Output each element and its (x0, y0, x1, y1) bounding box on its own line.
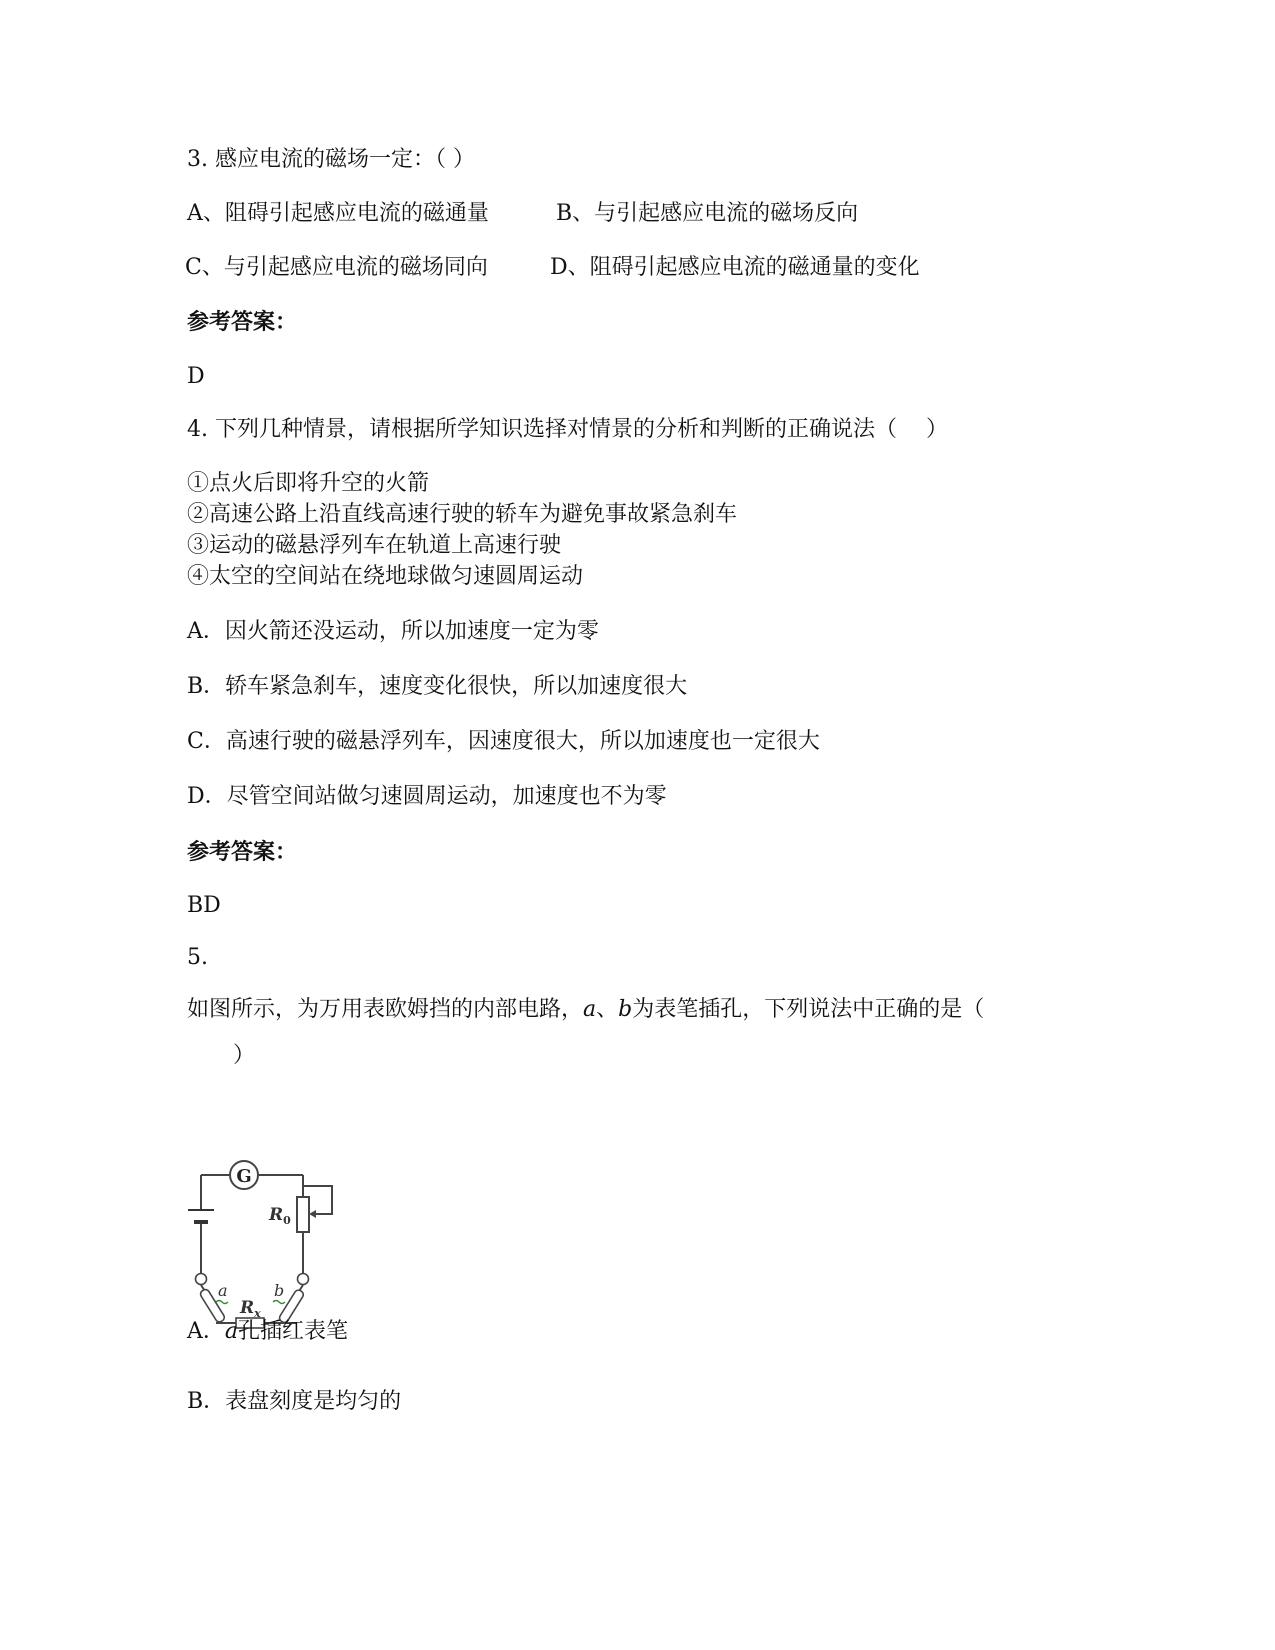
rheostat-arrow-icon (309, 1210, 316, 1218)
rx-letter: R (240, 1298, 255, 1318)
q4-option-a: A．因火箭还没运动，所以加速度一定为零 (187, 619, 599, 644)
q5-number: 5. (187, 945, 208, 970)
q4-answer: BD (187, 893, 221, 918)
q5-option-a-var: a (224, 1319, 239, 1344)
terminal-a-label: a (218, 1281, 228, 1300)
q4-scene-2: ②高速公路上沿直线高速行驶的轿车为避免事故紧急刹车 (187, 502, 738, 527)
q3-option-b: B、与引起感应电流的磁场反向 (556, 201, 859, 226)
q3-answer: D (187, 364, 205, 389)
terminal-b-label: b (274, 1281, 285, 1300)
q5-stem-close: ） (233, 1043, 256, 1068)
q5-option-a-text: 孔插红表笔 (238, 1319, 349, 1344)
q4-option-b: B．轿车紧急刹车，速度变化很快，所以加速度很大 (187, 674, 688, 699)
q3-stem: 3. 感应电流的磁场一定：（ ） (187, 147, 475, 172)
q5-option-b: B．表盘刻度是均匀的 (187, 1389, 402, 1414)
r0-letter: R (269, 1205, 284, 1225)
q3-option-d: D、阻碍引起感应电流的磁通量的变化 (550, 255, 920, 280)
q5-stem (187, 996, 984, 1024)
terminal-a-mark-icon (216, 1301, 228, 1304)
circuit-diagram (186, 1140, 356, 1336)
q5-stem-pre: 如图所示，为万用表欧姆挡的内部电路， (187, 997, 584, 1022)
q5-stem-a: a (583, 997, 597, 1022)
q3-option-c: C、与引起感应电流的磁场同向 (185, 255, 488, 280)
q5-stem-b: b (618, 997, 633, 1022)
r0-subscript: 0 (283, 1214, 291, 1227)
q5-stem-post: 为表笔插孔，下列说法中正确的是（ (632, 997, 985, 1022)
terminal-b-socket (298, 1274, 309, 1285)
q4-option-c: C．高速行驶的磁悬浮列车，因速度很大，所以加速度也一定很大 (187, 729, 820, 754)
terminal-b-mark-icon (273, 1301, 285, 1304)
q5-option-a (187, 1318, 348, 1346)
q5-stem-sep: 、 (596, 997, 619, 1022)
q4-scene-4: ④太空的空间站在绕地球做匀速圆周运动 (187, 564, 584, 589)
q4-answer-label: 参考答案： (187, 839, 298, 865)
q4-scene-1: ①点火后即将升空的火箭 (187, 471, 430, 496)
rx-label (239, 1298, 261, 1320)
q3-option-a: A、阻碍引起感应电流的磁通量 (187, 201, 489, 226)
terminal-a-socket (196, 1274, 207, 1285)
q3-answer-label: 参考答案： (187, 309, 298, 335)
galvanometer-label: G (236, 1166, 252, 1187)
q5-option-a-prefix: A． (187, 1319, 225, 1344)
r0-label (268, 1205, 291, 1227)
q4-option-d: D．尽管空间站做匀速圆周运动，加速度也不为零 (187, 784, 667, 809)
q4-scene-3: ③运动的磁悬浮列车在轨道上高速行驶 (187, 533, 562, 558)
rx-subscript: x (254, 1307, 261, 1320)
q4-stem: 4. 下列几种情景，请根据所学知识选择对情景的分析和判断的正确说法（ ） (187, 417, 948, 442)
rheostat-r0 (297, 1197, 309, 1232)
